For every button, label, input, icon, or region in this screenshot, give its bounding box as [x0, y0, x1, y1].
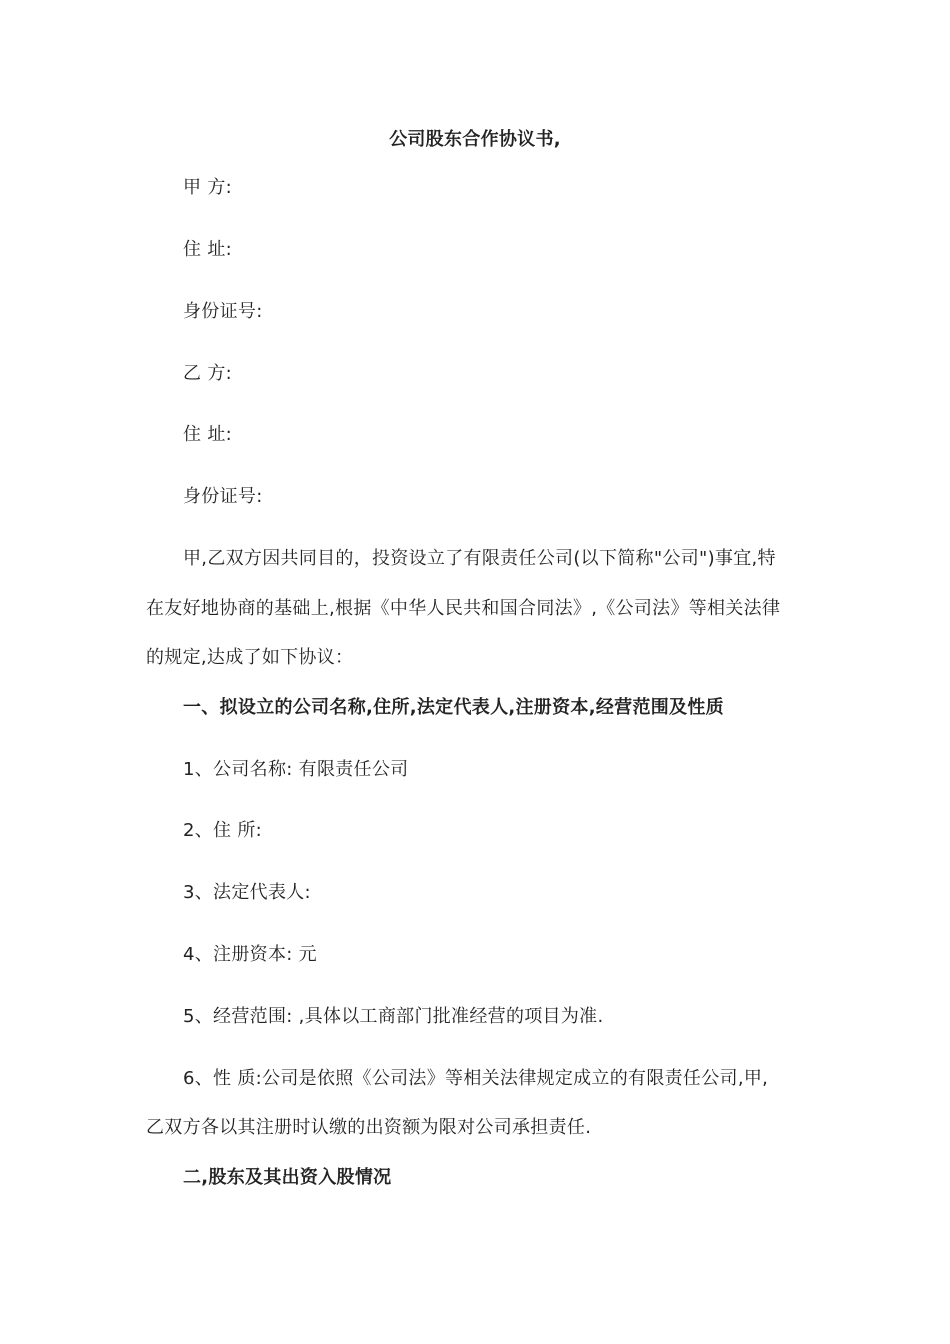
preamble-line-1: 甲,乙双方因共同目的，投资设立了有限责任公司(以下简称"公司")事宜,特 — [183, 548, 776, 569]
party-b-label: 乙 方: — [183, 363, 232, 384]
party-a-label: 甲 方: — [183, 177, 232, 198]
section-1-heading: 一、拟设立的公司名称,住所,法定代表人,注册资本,经营范围及性质 — [183, 697, 724, 718]
preamble-line-3: 的规定,达成了如下协议： — [146, 647, 354, 668]
preamble-line-2: 在友好地协商的基础上,根据《中华人民共和国合同法》,《公司法》等相关法律 — [146, 598, 781, 619]
party-b-id-number: 身份证号: — [183, 486, 263, 507]
section-1-item-1: 1、公司名称: 有限责任公司 — [183, 759, 409, 780]
section-1-item-5: 5、经营范围: ,具体以工商部门批准经营的项目为准. — [183, 1006, 604, 1027]
section-2-heading: 二,股东及其出资入股情况 — [183, 1167, 392, 1188]
section-1-item-6-line-1: 6、性 质:公司是依照《公司法》等相关法律规定成立的有限责任公司,甲, — [183, 1068, 769, 1089]
party-a-address: 住 址: — [183, 239, 232, 260]
section-1-item-4: 4、注册资本: 元 — [183, 944, 317, 965]
section-1-item-6-line-2: 乙双方各以其注册时认缴的出资额为限对公司承担责任. — [146, 1117, 592, 1138]
party-a-id-number: 身份证号: — [183, 301, 263, 322]
section-1-item-3: 3、法定代表人: — [183, 882, 311, 903]
section-1-item-2: 2、住 所: — [183, 820, 263, 841]
party-b-address: 住 址: — [183, 424, 232, 445]
document-title: 公司股东合作协议书, — [389, 129, 561, 150]
